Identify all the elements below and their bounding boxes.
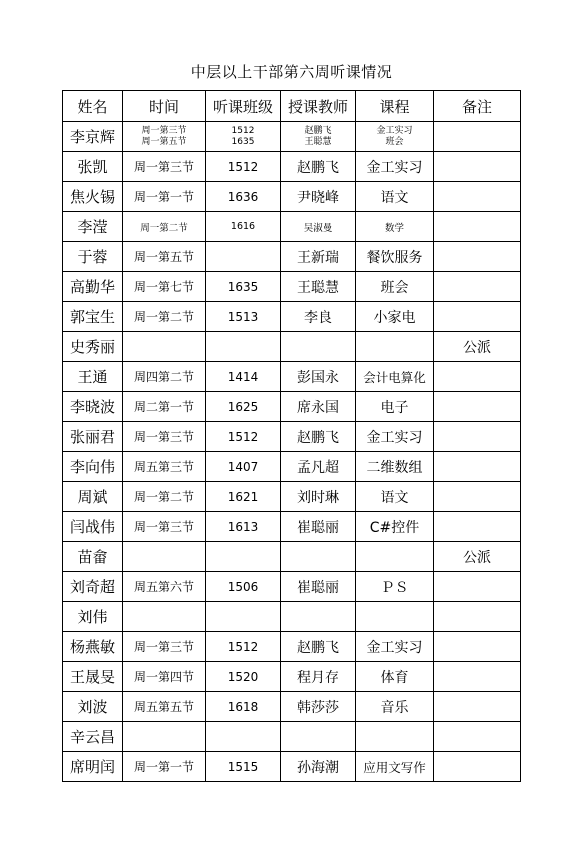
teacher-cell bbox=[281, 542, 356, 572]
name-cell: 刘波 bbox=[63, 692, 123, 722]
note-cell bbox=[434, 182, 521, 212]
time-cell: 周一第二节 bbox=[123, 482, 206, 512]
time-cell: 周一第二节 bbox=[123, 212, 206, 242]
name-cell: 刘伟 bbox=[63, 602, 123, 632]
class-cell: 1621 bbox=[206, 482, 281, 512]
time-cell: 周四第二节 bbox=[123, 362, 206, 392]
teacher-cell: 孟凡超 bbox=[281, 452, 356, 482]
time-cell bbox=[123, 542, 206, 572]
table-row bbox=[63, 722, 521, 752]
name-cell: 周斌 bbox=[63, 482, 123, 512]
note-cell bbox=[434, 362, 521, 392]
class-cell bbox=[206, 242, 281, 272]
course-cell: 金工实习 bbox=[356, 152, 434, 182]
name-cell: 闫战伟 bbox=[63, 512, 123, 542]
course-cell-line: 班会 bbox=[385, 136, 404, 147]
time-cell bbox=[123, 602, 206, 632]
lesson-observation-table bbox=[62, 90, 521, 782]
class-cell bbox=[206, 332, 281, 362]
name-cell: 李京辉 bbox=[63, 122, 123, 152]
time-cell: 周五第六节 bbox=[123, 572, 206, 602]
class-cell-line: 1512 bbox=[231, 125, 255, 136]
note-cell bbox=[434, 392, 521, 422]
course-cell: 金工实习 bbox=[356, 632, 434, 662]
course-cell bbox=[356, 332, 434, 362]
table-row bbox=[63, 302, 521, 332]
teacher-cell: 赵鹏飞 bbox=[281, 422, 356, 452]
time-cell: 周一第一节 bbox=[123, 182, 206, 212]
teacher-cell: 崔聪丽 bbox=[281, 512, 356, 542]
note-cell bbox=[434, 722, 521, 752]
name-cell: 史秀丽 bbox=[63, 332, 123, 362]
name-cell: 王晟旻 bbox=[63, 662, 123, 692]
class-cell: 1618 bbox=[206, 692, 281, 722]
time-cell: 周一第三节 bbox=[123, 152, 206, 182]
teacher-cell: 吴淑曼 bbox=[281, 212, 356, 242]
header-course: 课程 bbox=[356, 91, 434, 122]
time-cell: 周一第三节 bbox=[123, 632, 206, 662]
note-cell bbox=[434, 272, 521, 302]
class-cell: 1515 bbox=[206, 752, 281, 782]
course-cell: 应用文写作 bbox=[356, 752, 434, 782]
teacher-cell: 崔聪丽 bbox=[281, 572, 356, 602]
name-cell: 苗畲 bbox=[63, 542, 123, 572]
table-row bbox=[63, 632, 521, 662]
name-cell: 焦火锡 bbox=[63, 182, 123, 212]
table-row bbox=[63, 602, 521, 632]
table-row bbox=[63, 392, 521, 422]
name-cell: 张凯 bbox=[63, 152, 123, 182]
class-cell bbox=[206, 122, 281, 152]
course-cell bbox=[356, 602, 434, 632]
time-cell: 周五第五节 bbox=[123, 692, 206, 722]
course-cell: ＰＳ bbox=[356, 572, 434, 602]
note-cell bbox=[434, 632, 521, 662]
note-cell bbox=[434, 302, 521, 332]
note-cell bbox=[434, 512, 521, 542]
header-name: 姓名 bbox=[63, 91, 123, 122]
header-class: 听课班级 bbox=[206, 91, 281, 122]
course-cell bbox=[356, 722, 434, 752]
class-cell: 1636 bbox=[206, 182, 281, 212]
table-row bbox=[63, 242, 521, 272]
course-cell-line: 金工实习 bbox=[376, 125, 413, 136]
course-cell: 数学 bbox=[356, 212, 434, 242]
name-cell: 于蓉 bbox=[63, 242, 123, 272]
note-cell bbox=[434, 572, 521, 602]
teacher-cell: 赵鹏飞 bbox=[281, 152, 356, 182]
teacher-cell bbox=[281, 332, 356, 362]
table-row bbox=[63, 362, 521, 392]
note-cell bbox=[434, 662, 521, 692]
name-cell: 李向伟 bbox=[63, 452, 123, 482]
time-cell bbox=[123, 722, 206, 752]
time-cell: 周二第一节 bbox=[123, 392, 206, 422]
class-cell: 1414 bbox=[206, 362, 281, 392]
teacher-cell: 席永国 bbox=[281, 392, 356, 422]
time-cell: 周一第四节 bbox=[123, 662, 206, 692]
class-cell: 1513 bbox=[206, 302, 281, 332]
teacher-cell bbox=[281, 602, 356, 632]
table-row bbox=[63, 122, 521, 152]
course-cell: 语文 bbox=[356, 182, 434, 212]
name-cell: 张丽君 bbox=[63, 422, 123, 452]
class-cell-line: 1635 bbox=[231, 136, 255, 147]
class-cell: 1512 bbox=[206, 632, 281, 662]
time-cell-line: 周一第三节 bbox=[141, 125, 187, 136]
class-cell: 1520 bbox=[206, 662, 281, 692]
note-cell bbox=[434, 422, 521, 452]
teacher-cell-line: 赵鹏飞 bbox=[304, 125, 332, 136]
name-cell: 席明闰 bbox=[63, 752, 123, 782]
page-title: 中层以上干部第六周听课情况 bbox=[190, 63, 393, 81]
name-cell: 杨燕敏 bbox=[63, 632, 123, 662]
time-cell: 周一第七节 bbox=[123, 272, 206, 302]
table-row bbox=[63, 452, 521, 482]
class-cell: 1613 bbox=[206, 512, 281, 542]
teacher-cell-line: 王聪慧 bbox=[304, 136, 332, 147]
note-cell: 公派 bbox=[434, 332, 521, 362]
teacher-cell: 赵鹏飞 bbox=[281, 632, 356, 662]
class-cell: 1625 bbox=[206, 392, 281, 422]
note-cell bbox=[434, 452, 521, 482]
teacher-cell: 刘时琳 bbox=[281, 482, 356, 512]
teacher-cell: 孙海潮 bbox=[281, 752, 356, 782]
teacher-cell: 韩莎莎 bbox=[281, 692, 356, 722]
course-cell: 班会 bbox=[356, 272, 434, 302]
teacher-cell: 李良 bbox=[281, 302, 356, 332]
note-cell: 公派 bbox=[434, 542, 521, 572]
class-cell: 1512 bbox=[206, 422, 281, 452]
note-cell bbox=[434, 122, 521, 152]
note-cell bbox=[434, 212, 521, 242]
table-row bbox=[63, 752, 521, 782]
table-row bbox=[63, 662, 521, 692]
course-cell bbox=[356, 542, 434, 572]
note-cell bbox=[434, 752, 521, 782]
table-row bbox=[63, 212, 521, 242]
class-cell: 1506 bbox=[206, 572, 281, 602]
name-cell: 郭宝生 bbox=[63, 302, 123, 332]
time-cell: 周五第三节 bbox=[123, 452, 206, 482]
name-cell: 辛云昌 bbox=[63, 722, 123, 752]
name-cell: 李滢 bbox=[63, 212, 123, 242]
time-cell: 周一第一节 bbox=[123, 752, 206, 782]
table-row bbox=[63, 422, 521, 452]
time-cell bbox=[123, 332, 206, 362]
course-cell: 体育 bbox=[356, 662, 434, 692]
note-cell bbox=[434, 692, 521, 722]
note-cell bbox=[434, 152, 521, 182]
class-cell: 1512 bbox=[206, 152, 281, 182]
class-cell bbox=[206, 722, 281, 752]
course-cell: 二维数组 bbox=[356, 452, 434, 482]
class-cell: 1635 bbox=[206, 272, 281, 302]
time-cell: 周一第三节 bbox=[123, 512, 206, 542]
teacher-cell: 彭国永 bbox=[281, 362, 356, 392]
time-cell bbox=[123, 122, 206, 152]
teacher-cell: 王新瑞 bbox=[281, 242, 356, 272]
header-teacher: 授课教师 bbox=[281, 91, 356, 122]
time-cell: 周一第三节 bbox=[123, 422, 206, 452]
name-cell: 王通 bbox=[63, 362, 123, 392]
teacher-cell bbox=[281, 722, 356, 752]
note-cell bbox=[434, 602, 521, 632]
header-time: 时间 bbox=[123, 91, 206, 122]
table-row bbox=[63, 692, 521, 722]
course-cell: 金工实习 bbox=[356, 422, 434, 452]
name-cell: 刘奇超 bbox=[63, 572, 123, 602]
class-cell bbox=[206, 542, 281, 572]
table-row bbox=[63, 332, 521, 362]
course-cell: 餐饮服务 bbox=[356, 242, 434, 272]
table-row bbox=[63, 542, 521, 572]
time-cell-line: 周一第五节 bbox=[141, 136, 187, 147]
table-row bbox=[63, 482, 521, 512]
class-cell: 1407 bbox=[206, 452, 281, 482]
table-row bbox=[63, 182, 521, 212]
course-cell: 语文 bbox=[356, 482, 434, 512]
table-row bbox=[63, 572, 521, 602]
course-cell: 会计电算化 bbox=[356, 362, 434, 392]
course-cell bbox=[356, 122, 434, 152]
course-cell: 音乐 bbox=[356, 692, 434, 722]
name-cell: 李晓波 bbox=[63, 392, 123, 422]
course-cell: 小家电 bbox=[356, 302, 434, 332]
teacher-cell: 尹晓峰 bbox=[281, 182, 356, 212]
header-note: 备注 bbox=[434, 91, 521, 122]
class-cell bbox=[206, 602, 281, 632]
teacher-cell: 王聪慧 bbox=[281, 272, 356, 302]
header-row bbox=[63, 91, 521, 122]
note-cell bbox=[434, 482, 521, 512]
note-cell bbox=[434, 242, 521, 272]
course-cell: 电子 bbox=[356, 392, 434, 422]
course-cell: C#控件 bbox=[356, 512, 434, 542]
time-cell: 周一第五节 bbox=[123, 242, 206, 272]
table-row bbox=[63, 512, 521, 542]
teacher-cell bbox=[281, 122, 356, 152]
table-row bbox=[63, 152, 521, 182]
class-cell: 1616 bbox=[206, 212, 281, 242]
name-cell: 高勤华 bbox=[63, 272, 123, 302]
time-cell: 周一第二节 bbox=[123, 302, 206, 332]
teacher-cell: 程月存 bbox=[281, 662, 356, 692]
table-row bbox=[63, 272, 521, 302]
